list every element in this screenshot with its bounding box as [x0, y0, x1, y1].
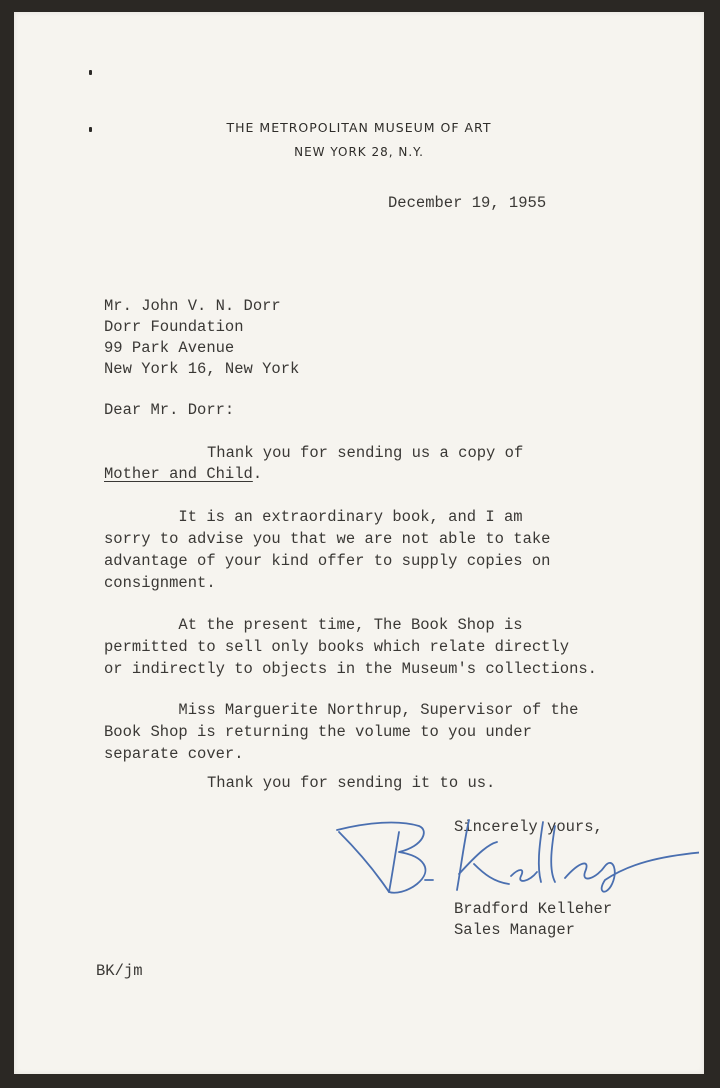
recipient-line: Mr. John V. N. Dorr [104, 297, 281, 315]
book-title: Mother and Child [104, 465, 253, 483]
signer-title: Sales Manager [454, 921, 575, 939]
signature-image [329, 812, 699, 912]
body-paragraph-5: Thank you for sending it to us. [207, 774, 496, 792]
valediction: Sincerely yours, [454, 818, 603, 836]
salutation: Dear Mr. Dorr: [104, 401, 235, 419]
body-paragraph-2: It is an extraordinary book, and I am sorry to advise you that we are not able to take advantage of your kind offer to supply copies on consignment. [104, 508, 551, 592]
recipient-line: Dorr Foundation [104, 318, 244, 336]
recipient-line: 99 Park Avenue [104, 339, 235, 357]
body-paragraph-4: Miss Marguerite Northrup, Supervisor of the Book Shop is returning the volume to you under separate cover. [104, 701, 579, 763]
book-title-period: . [252, 465, 263, 483]
body-paragraph-1: Thank you for sending us a copy of [207, 444, 524, 462]
body-paragraph-3: At the present time, The Book Shop is permitted to sell only books which relate directly or indirectly to objects in the Museum's collections. [104, 616, 597, 678]
reference-initials: BK/jm [96, 962, 143, 980]
book-title-line [104, 463, 262, 485]
punch-mark [89, 70, 92, 75]
letter-date: December 19, 1955 [388, 194, 547, 212]
letter-page [14, 12, 704, 1074]
signer-name: Bradford Kelleher [454, 900, 613, 918]
letterhead-org: THE METROPOLITAN MUSEUM OF ART [226, 120, 492, 135]
letterhead-city: NEW YORK 28, N.Y. [294, 145, 424, 159]
recipient-line: New York 16, New York [104, 360, 300, 378]
